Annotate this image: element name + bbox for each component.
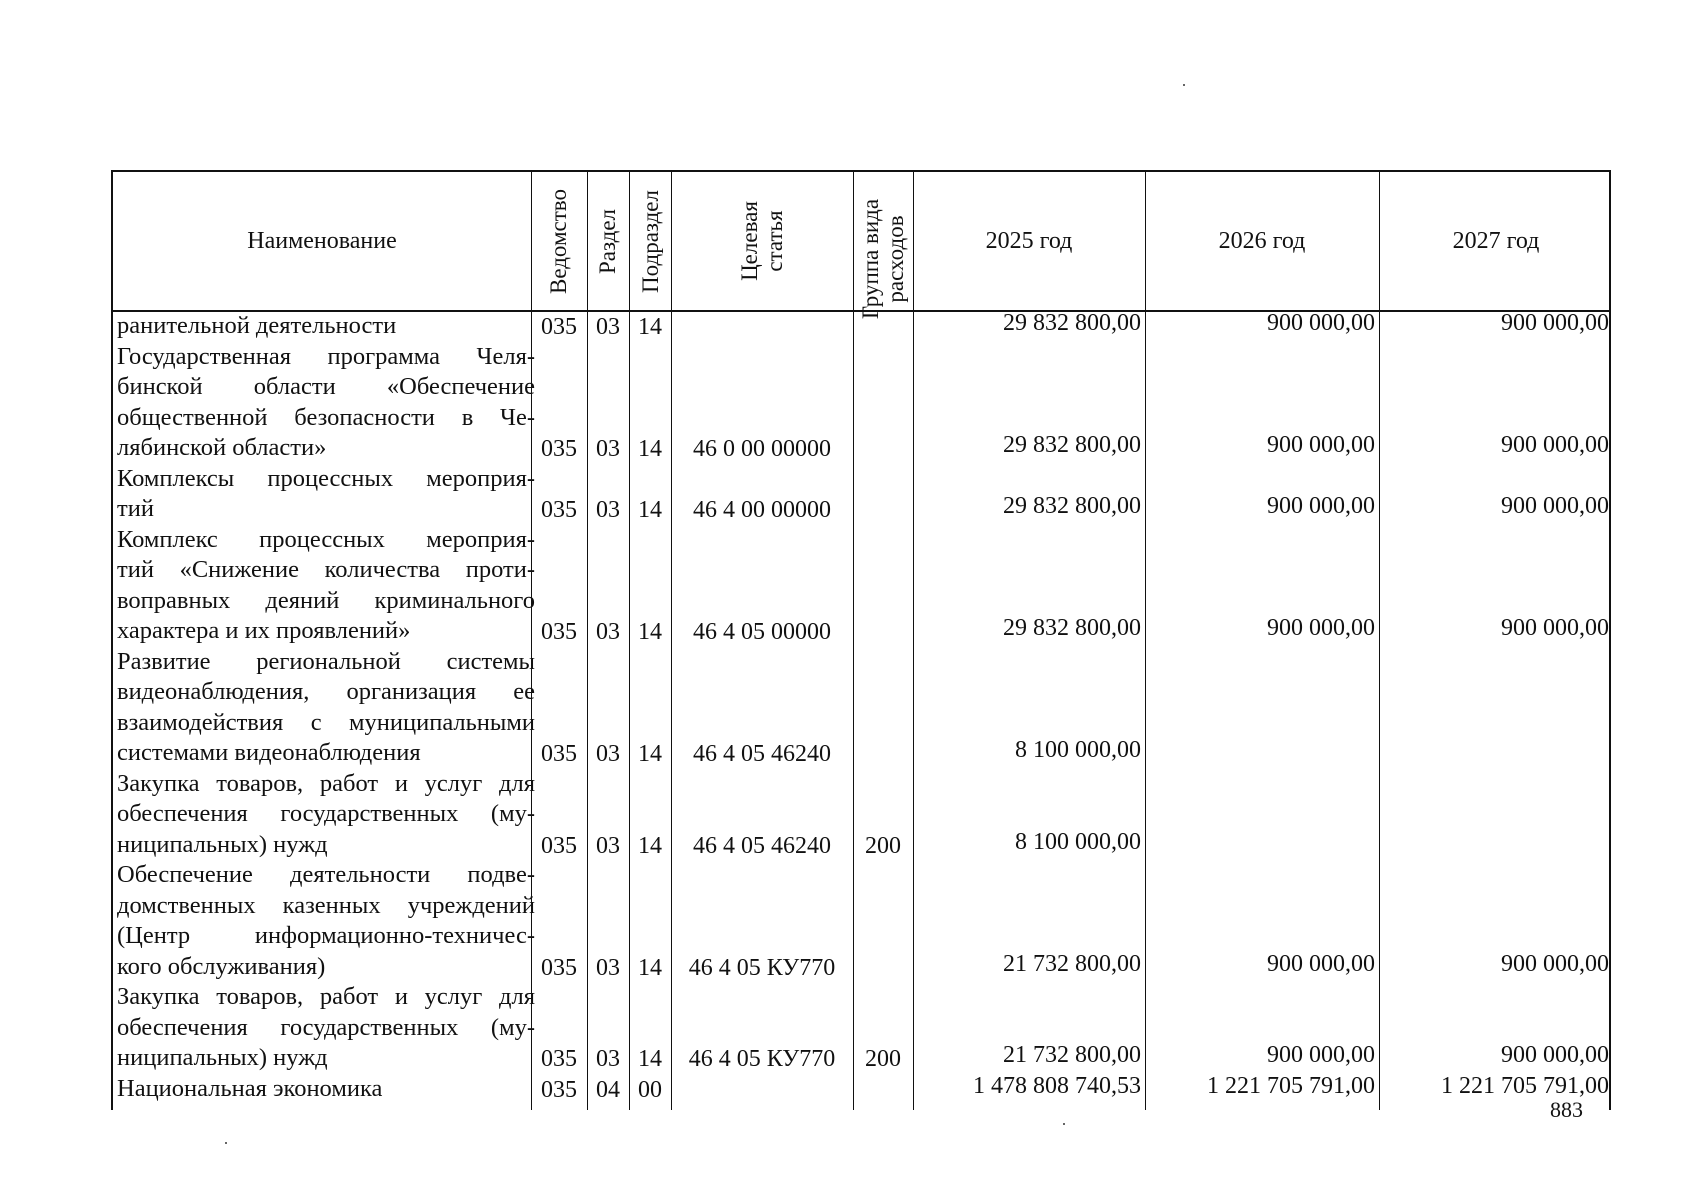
header-2026: 2026 год <box>1218 228 1306 254</box>
row-name-line: тий «Снижение количества проти- <box>117 556 535 583</box>
row-target: 46 4 00 00000 <box>693 497 831 523</box>
row-name <box>117 860 535 982</box>
row-name <box>117 647 535 769</box>
row-name-line: Обеспечение деятельности подве- <box>117 861 535 888</box>
row-target: 46 4 05 46240 <box>693 832 831 859</box>
row-dept: 035 <box>541 832 577 859</box>
row-value-2025: 29 832 800,00 <box>1003 432 1141 458</box>
row-value-2027: 900 000,00 <box>1501 493 1609 519</box>
table-row <box>113 982 1613 1074</box>
row-value-2027: 900 000,00 <box>1501 432 1609 458</box>
row-subsection: 14 <box>638 1046 662 1072</box>
row-value-2027: 900 000,00 <box>1501 950 1609 977</box>
header-name: Наименование <box>247 228 397 254</box>
row-name-line: Закупка товаров, работ и услуг для <box>117 983 535 1010</box>
row-name-line: характера и их проявлений» <box>117 617 411 644</box>
row-name-line: домственных казенных учреждений <box>117 891 535 919</box>
row-section: 03 <box>596 436 620 462</box>
row-dept: 035 <box>541 619 577 645</box>
row-dept: 035 <box>541 1046 577 1072</box>
row-name-line: системами видеонаблюдения <box>117 739 421 766</box>
row-name <box>117 982 535 1074</box>
row-value-2026: 900 000,00 <box>1267 1042 1375 1068</box>
header-section: Раздел <box>595 208 621 274</box>
row-value-2027: 900 000,00 <box>1501 310 1609 336</box>
scan-speck <box>225 1142 227 1144</box>
row-name-line: общественной безопасности в Че- <box>117 403 535 431</box>
row-target: 46 4 05 КУ770 <box>688 954 836 981</box>
row-target: 46 4 05 00000 <box>693 619 831 645</box>
row-name-line: Развитие региональной системы <box>117 647 535 675</box>
table-row <box>113 311 1613 342</box>
row-dept: 035 <box>541 497 577 523</box>
row-value-2025: 8 100 000,00 <box>1015 737 1141 763</box>
row-subsection: 14 <box>638 436 662 462</box>
row-value-2027: 1 221 705 791,00 <box>1441 1072 1609 1099</box>
table-row <box>113 1074 1613 1105</box>
row-subsection: 00 <box>638 1076 662 1103</box>
table-row <box>113 860 1613 982</box>
row-value-2025: 21 732 800,00 <box>1003 950 1141 977</box>
row-name-line: ранительной деятельности <box>117 312 397 339</box>
row-name-line: тий <box>117 495 154 522</box>
row-section: 03 <box>596 832 620 859</box>
row-value-2026: 900 000,00 <box>1267 950 1375 977</box>
budget-table <box>111 170 1611 1110</box>
row-subsection: 14 <box>638 497 662 523</box>
scan-speck <box>1183 84 1185 86</box>
row-section: 03 <box>596 497 620 523</box>
row-name-line: ниципальных) нужд <box>117 830 328 858</box>
row-section: 03 <box>596 619 620 645</box>
row-target: 46 4 05 46240 <box>693 741 831 767</box>
row-name-line: обеспечения государственных (му- <box>117 1013 535 1041</box>
row-dept: 035 <box>541 741 577 767</box>
row-target: 46 0 00 00000 <box>693 436 831 462</box>
row-name <box>117 464 535 525</box>
table-row <box>113 769 1613 861</box>
row-value-2027: 900 000,00 <box>1501 1042 1609 1068</box>
row-subsection: 14 <box>638 832 662 859</box>
row-name-line: (Центр информационно-техничес- <box>117 922 535 949</box>
row-name-line: Национальная экономика <box>117 1074 383 1102</box>
row-subsection: 14 <box>638 741 662 767</box>
row-dept: 035 <box>541 314 577 340</box>
row-name-line: лябинской области» <box>117 434 327 461</box>
row-value-2025: 29 832 800,00 <box>1003 615 1141 641</box>
row-section: 04 <box>596 1076 620 1103</box>
row-value-2026: 900 000,00 <box>1267 493 1375 519</box>
row-name-line: Государственная программа Челя- <box>117 342 535 370</box>
row-name-line: бинской области «Обеспечение <box>117 373 535 400</box>
row-name-line: Комплекс процессных мероприя- <box>117 525 535 553</box>
header-target: Целевая статья <box>736 201 787 281</box>
row-section: 03 <box>596 1046 620 1072</box>
row-name-line: взаимодействия с муниципальными <box>117 708 535 736</box>
header-2027: 2027 год <box>1452 228 1540 254</box>
row-value-2026: 1 221 705 791,00 <box>1207 1072 1375 1099</box>
row-dept: 035 <box>541 436 577 462</box>
row-dept: 035 <box>541 954 577 981</box>
row-name <box>117 1074 535 1105</box>
row-subsection: 14 <box>638 314 662 340</box>
header-2025: 2025 год <box>985 228 1073 254</box>
row-subsection: 14 <box>638 619 662 645</box>
table-row <box>113 464 1613 525</box>
row-value-2026: 900 000,00 <box>1267 310 1375 336</box>
table-row <box>113 342 1613 464</box>
row-value-2027: 900 000,00 <box>1501 615 1609 641</box>
row-section: 03 <box>596 954 620 981</box>
header-dept: Ведомство <box>546 188 572 294</box>
row-name-line: ниципальных) нужд <box>117 1044 328 1071</box>
row-name-line: Закупка товаров, работ и услуг для <box>117 769 535 797</box>
row-value-2025: 29 832 800,00 <box>1003 493 1141 519</box>
row-name-line: обеспечения государственных (му- <box>117 800 535 827</box>
row-group: 200 <box>865 832 901 859</box>
row-section: 03 <box>596 741 620 767</box>
row-dept: 035 <box>541 1076 577 1103</box>
row-name-line: кого обслуживания) <box>117 952 326 980</box>
page-number: 883 <box>1550 1097 1583 1122</box>
table-row <box>113 647 1613 769</box>
row-value-2025: 21 732 800,00 <box>1003 1042 1141 1068</box>
row-subsection: 14 <box>638 954 662 981</box>
row-value-2025: 1 478 808 740,53 <box>973 1072 1141 1099</box>
row-name <box>117 769 535 861</box>
row-name-line: воправных деяний криминального <box>117 586 535 614</box>
row-name-line: видеонаблюдения, организация ее <box>117 678 535 705</box>
row-value-2025: 29 832 800,00 <box>1003 310 1141 336</box>
row-section: 03 <box>596 314 620 340</box>
table-row <box>113 525 1613 647</box>
row-value-2026: 900 000,00 <box>1267 432 1375 458</box>
header-group: Группа вида расходов <box>858 198 909 320</box>
row-value-2026: 900 000,00 <box>1267 615 1375 641</box>
row-name <box>117 342 535 464</box>
row-name <box>117 525 535 647</box>
scan-speck <box>1063 1123 1065 1125</box>
header-subsection: Подраздел <box>637 189 663 293</box>
row-value-2025: 8 100 000,00 <box>1015 828 1141 855</box>
row-target: 46 4 05 КУ770 <box>688 1046 836 1072</box>
row-name <box>117 311 535 342</box>
row-group: 200 <box>865 1046 901 1072</box>
row-name-line: Комплексы процессных мероприя- <box>117 464 535 492</box>
